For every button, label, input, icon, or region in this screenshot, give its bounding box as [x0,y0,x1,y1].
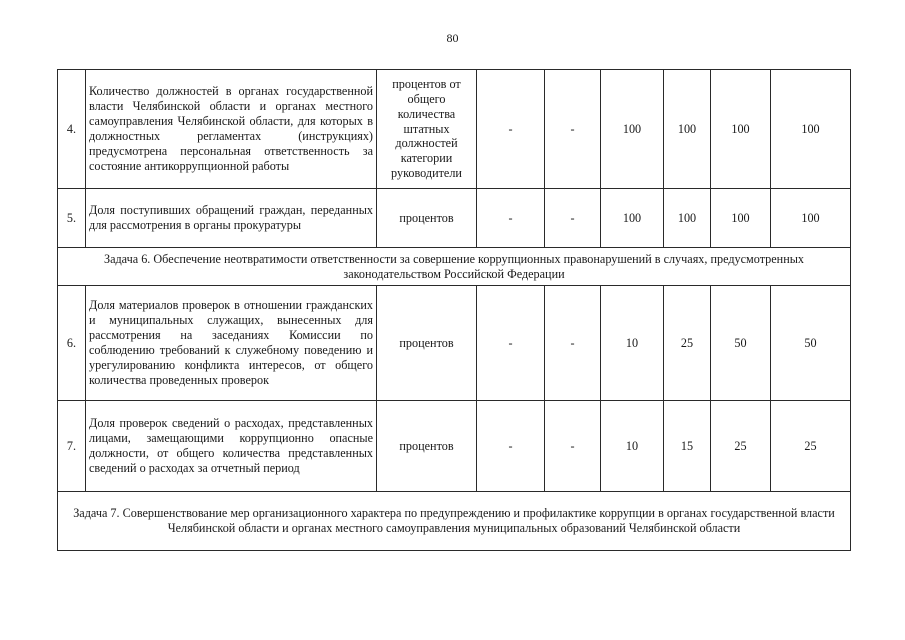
indicator-description: Доля проверок сведений о расходах, представленных лицами, замещающими коррупционно опасные должности, от общего количества представленных сведений о расходах за отчетный период [86,401,377,492]
value-cell: - [545,70,601,189]
indicator-description: Доля поступивших обращений граждан, переданных для рассмотрения в органы прокуратуры [86,189,377,248]
indicator-unit: процентов [377,286,477,401]
table-row [58,70,851,189]
value-cell: 100 [711,70,771,189]
task-heading: Задача 7. Совершенствование мер организационного характера по предупреждению и профилактике коррупции в органах государственной власти Челябинской области и органах местного самоуправления муниципальных образований Челябинской области [58,492,851,551]
value-cell: - [545,189,601,248]
value-cell: 25 [771,401,851,492]
indicator-unit: процентов [377,401,477,492]
value-cell: - [477,189,545,248]
task-heading: Задача 6. Обеспечение неотвратимости ответственности за совершение коррупционных правонарушений в случаях, предусмотренных законодательством Российской Федерации [58,248,851,286]
value-cell: 50 [771,286,851,401]
value-cell: 10 [601,401,664,492]
table-row [58,401,851,492]
value-cell: 100 [601,70,664,189]
task-row [58,492,851,551]
value-cell: - [545,401,601,492]
task-row [58,248,851,286]
value-cell: 10 [601,286,664,401]
page-number: 80 [446,31,459,45]
row-number: 7. [58,401,86,492]
value-cell: 100 [664,189,711,248]
value-cell: - [477,286,545,401]
indicator-unit: процентов [377,189,477,248]
row-number: 4. [58,70,86,189]
table-row [58,189,851,248]
value-cell: 25 [711,401,771,492]
value-cell: - [477,70,545,189]
value-cell: 100 [771,70,851,189]
value-cell: - [477,401,545,492]
row-number: 6. [58,286,86,401]
value-cell: 50 [711,286,771,401]
indicator-description: Количество должностей в органах государственной власти Челябинской области и органах местного самоуправления Челябинской области, для которых в должностных регламентах (инструкциях) предусмотрена персональная ответственность за состояние антикоррупционной работы [86,70,377,189]
value-cell: 100 [601,189,664,248]
value-cell: 100 [664,70,711,189]
table-row [58,286,851,401]
value-cell: 25 [664,286,711,401]
value-cell: 100 [711,189,771,248]
value-cell: 15 [664,401,711,492]
indicators-table [57,69,851,551]
value-cell: 100 [771,189,851,248]
indicator-description: Доля материалов проверок в отношении гражданских и муниципальных служащих, вынесенных для рассмотрения на заседаниях Комиссии по соблюдению требований к служебному поведению и урегулированию конфликта интересов, от общего количества проведенных проверок [86,286,377,401]
indicator-unit: процентов от общего количества штатных должностей категории руководители [377,70,477,189]
value-cell: - [545,286,601,401]
row-number: 5. [58,189,86,248]
